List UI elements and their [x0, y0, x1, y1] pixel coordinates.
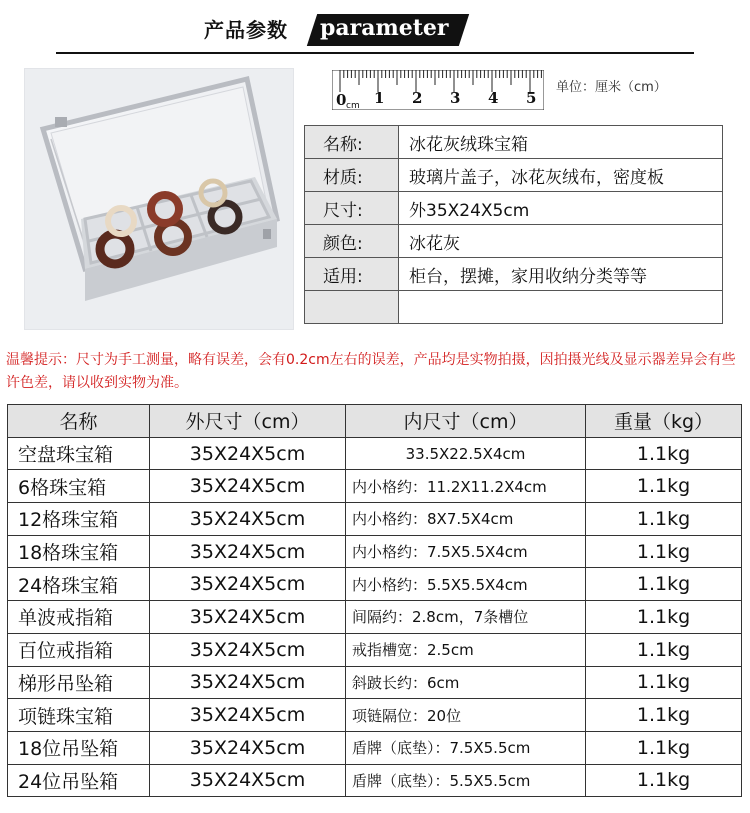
ruler-number: 0	[336, 91, 347, 109]
table-row	[8, 699, 742, 732]
cell-inner: 内小格约：8X7.5X4cm	[346, 503, 586, 536]
cell-weight: 1.1kg	[586, 764, 742, 797]
spec-value: 玻璃片盖子，冰花灰绒布，密度板	[399, 159, 723, 192]
table-header-row	[8, 405, 742, 438]
spec-key: 颜色:	[305, 225, 399, 258]
ruler-number: 1	[374, 89, 385, 107]
ruler-number: 4	[488, 89, 499, 107]
cell-name: 24格珠宝箱	[8, 568, 150, 601]
table-row	[8, 601, 742, 634]
table-header-inner: 内尺寸（cm）	[346, 405, 586, 438]
cell-weight: 1.1kg	[586, 470, 742, 503]
spec-table	[304, 125, 723, 324]
cell-name: 单波戒指箱	[8, 601, 150, 634]
cell-name: 18位吊坠箱	[8, 731, 150, 764]
spec-value: 柜台，摆摊，家用收纳分类等等	[399, 258, 723, 291]
table-row	[8, 731, 742, 764]
product-photo	[24, 68, 294, 330]
cell-outer: 35X24X5cm	[150, 470, 346, 503]
cell-outer: 35X24X5cm	[150, 633, 346, 666]
cell-outer: 35X24X5cm	[150, 666, 346, 699]
table-header-outer: 外尺寸（cm）	[150, 405, 346, 438]
table-row	[8, 764, 742, 797]
cell-inner: 内小格约：11.2X11.2X4cm	[346, 470, 586, 503]
spec-value: 冰花灰	[399, 225, 723, 258]
cell-name: 梯形吊坠箱	[8, 666, 150, 699]
spec-key: 材质:	[305, 159, 399, 192]
cell-inner: 戒指槽宽：2.5cm	[346, 633, 586, 666]
spec-key	[305, 291, 399, 324]
cell-weight: 1.1kg	[586, 535, 742, 568]
cell-outer: 35X24X5cm	[150, 764, 346, 797]
cell-outer: 35X24X5cm	[150, 601, 346, 634]
cell-inner: 内小格约：7.5X5.5X4cm	[346, 535, 586, 568]
table-header-weight: 重量（kg）	[586, 405, 742, 438]
cell-name: 18格珠宝箱	[8, 535, 150, 568]
cell-weight: 1.1kg	[586, 633, 742, 666]
ruler-graphic	[332, 70, 544, 110]
spec-key: 名称:	[305, 126, 399, 159]
table-row	[8, 633, 742, 666]
table-row	[8, 666, 742, 699]
spec-key: 适用:	[305, 258, 399, 291]
cell-weight: 1.1kg	[586, 503, 742, 536]
table-header-name: 名称	[8, 405, 150, 438]
cell-name: 12格珠宝箱	[8, 503, 150, 536]
table-row	[8, 437, 742, 470]
cell-name: 24位吊坠箱	[8, 764, 150, 797]
section-header	[0, 8, 750, 48]
jewelry-box-illustration	[25, 69, 294, 330]
cell-outer: 35X24X5cm	[150, 731, 346, 764]
ruler-number: 5	[526, 89, 537, 107]
ruler-number: 3	[450, 89, 461, 107]
table-row	[8, 535, 742, 568]
cell-inner: 33.5X22.5X4cm	[346, 437, 586, 470]
header-underline	[56, 52, 694, 54]
table-row	[8, 568, 742, 601]
cell-outer: 35X24X5cm	[150, 535, 346, 568]
spec-row	[305, 258, 723, 291]
spec-row	[305, 159, 723, 192]
cell-name: 项链珠宝箱	[8, 699, 150, 732]
cell-outer: 35X24X5cm	[150, 503, 346, 536]
cell-inner: 项链隔位：20位	[346, 699, 586, 732]
size-table	[7, 404, 742, 797]
cell-weight: 1.1kg	[586, 601, 742, 634]
cell-outer: 35X24X5cm	[150, 437, 346, 470]
section-title-en: parameter	[320, 15, 449, 41]
cell-inner: 斜跛长约：6cm	[346, 666, 586, 699]
spec-value: 外35X24X5cm	[399, 192, 723, 225]
cell-name: 空盘珠宝箱	[8, 437, 150, 470]
cell-outer: 35X24X5cm	[150, 568, 346, 601]
spec-row	[305, 126, 723, 159]
table-row	[8, 470, 742, 503]
ruler-cm-label: cm	[346, 101, 360, 110]
spec-value	[399, 291, 723, 324]
spec-value: 冰花灰绒珠宝箱	[399, 126, 723, 159]
cell-inner: 内小格约：5.5X5.5X4cm	[346, 568, 586, 601]
cell-inner: 间隔约：2.8cm，7条槽位	[346, 601, 586, 634]
ruler-number: 2	[412, 89, 423, 107]
spec-row	[305, 225, 723, 258]
spec-row	[305, 291, 723, 324]
cell-name: 6格珠宝箱	[8, 470, 150, 503]
cell-weight: 1.1kg	[586, 731, 742, 764]
cell-weight: 1.1kg	[586, 437, 742, 470]
cell-weight: 1.1kg	[586, 568, 742, 601]
spec-key: 尺寸:	[305, 192, 399, 225]
table-row	[8, 503, 742, 536]
cell-weight: 1.1kg	[586, 666, 742, 699]
ruler-unit-label: 单位：厘米（cm）	[556, 80, 667, 95]
cell-inner: 盾牌（底垫）：5.5X5.5cm	[346, 764, 586, 797]
cell-inner: 盾牌（底垫）：7.5X5.5cm	[346, 731, 586, 764]
spec-row	[305, 192, 723, 225]
cell-weight: 1.1kg	[586, 699, 742, 732]
cell-name: 百位戒指箱	[8, 633, 150, 666]
warning-text: 温馨提示：尺寸为手工测量，略有误差，会有0.2cm左右的误差，产品均是实物拍摄，因拍摄光线及显示器差异会有些许色差，请以收到实物为准。	[6, 352, 736, 391]
cell-outer: 35X24X5cm	[150, 699, 346, 732]
section-title-cn: 产品参数	[204, 18, 288, 42]
